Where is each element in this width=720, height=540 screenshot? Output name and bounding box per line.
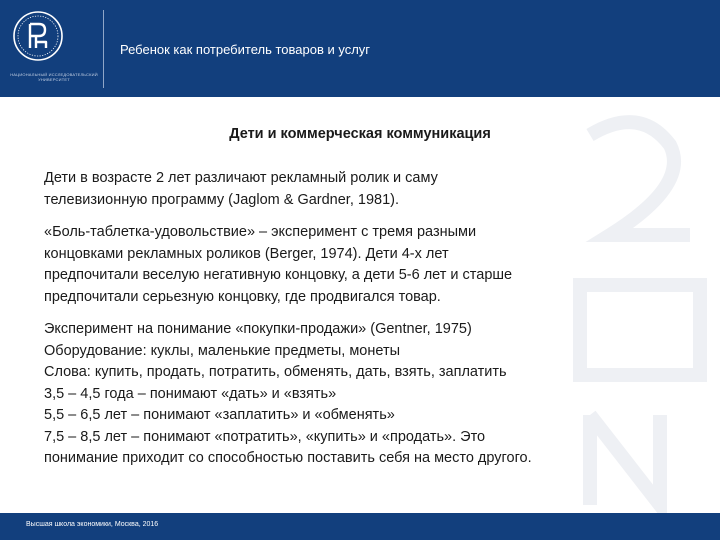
paragraph-2 <box>44 222 684 308</box>
text-line: 3,5 – 4,5 года – понимают «дать» и «взять» <box>44 385 337 402</box>
slide-title: Дети и коммерческая коммуникация <box>229 126 491 142</box>
text-line: 5,5 – 6,5 лет – понимают «заплатить» и «обменять» <box>44 407 395 423</box>
logo-block <box>0 0 104 97</box>
paragraph-3 <box>44 319 684 470</box>
text-line: «Боль-таблетка-удовольствие» – эксперимент с тремя разными <box>44 224 477 240</box>
text-line: предпочитали серьезную концовку, где продвигался товар. <box>44 288 441 305</box>
text-line: телевизионную программу (Jaglom & Gardner, 1981). <box>44 191 400 208</box>
header-title: Ребенок как потребитель товаров и услуг <box>120 42 371 57</box>
footer-bar <box>0 513 720 540</box>
logo-caption: НАЦИОНАЛЬНЫЙ ИССЛЕДОВАТЕЛЬСКИЙ УНИВЕРСИТЕТ <box>10 72 98 82</box>
header-divider <box>103 10 104 88</box>
slide-content <box>44 168 684 481</box>
paragraph-1 <box>44 168 684 211</box>
text-line: концовками рекламных роликов (Berger, 1974). Дети 4-х лет <box>44 245 449 262</box>
text-line: 7,5 – 8,5 лет – понимают «потратить», «купить» и «продать». Это <box>44 428 486 445</box>
text-line: Слова: купить, продать, потратить, обменять, дать, взять, заплатить <box>44 364 507 380</box>
hse-logo-icon <box>12 10 64 62</box>
header-bar <box>0 0 720 97</box>
text-line: Оборудование: куклы, маленькие предметы, монеты <box>44 342 401 359</box>
text-line: предпочитали веселую негативную концовку, а дети 5-6 лет и старше <box>44 267 513 283</box>
footer-text: Высшая школа экономики, Москва, 2016 <box>26 521 159 528</box>
text-line: Эксперимент на понимание «покупки-продажи» (Gentner, 1975) <box>44 321 472 337</box>
text-line: понимание приходит со способностью поставить себя на место другого. <box>44 450 532 466</box>
text-line: Дети в возрасте 2 лет различают рекламный ролик и саму <box>44 170 438 186</box>
